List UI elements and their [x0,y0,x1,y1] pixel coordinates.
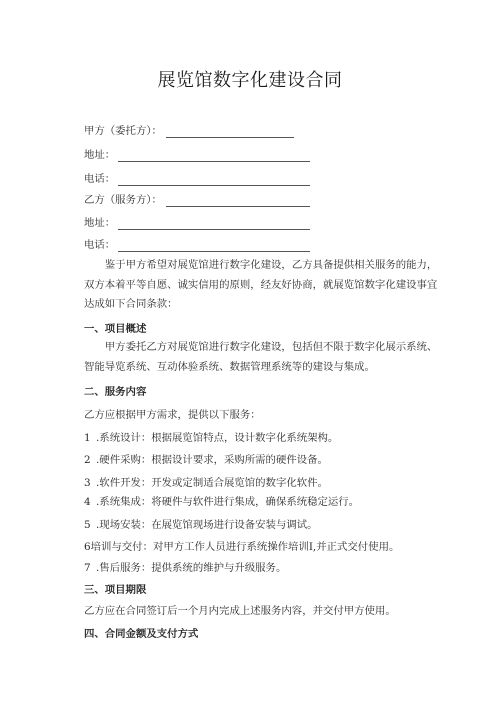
service-item [84,453,328,467]
party-b-phone-blank[interactable] [118,251,310,252]
section-3-heading: 三、项目期限 [84,584,147,596]
service-item-number: 1 [84,432,91,444]
party-a-phone-line [84,172,115,186]
section-2-heading: 二、服务内容 [84,386,147,398]
party-b-phone-label: 电话： [84,239,116,251]
service-item-text: 培训与交付：对甲方工作人员进行系统操作培训I,并正式交付使用。 [90,541,400,553]
party-b-line [84,193,162,207]
party-b-label: 乙方（服务方）： [84,194,162,206]
service-item-text: .系统设计：根据展览馆特点，设计数字化系统架构。 [96,432,339,444]
service-item-text: .系统集成：将硬件与软件进行集成，确保系统稳定运行。 [96,496,360,508]
contract-title: 展览馆数字化建设合同 [157,70,343,91]
service-item-number: 6 [84,541,91,553]
party-a-phone-label: 电话： [84,173,116,185]
service-item-number: 7 [84,562,91,574]
service-item-number: 2 [84,454,91,466]
party-a-line [84,124,162,138]
party-b-phone-line [84,238,115,252]
service-item [84,518,318,532]
party-a-phone-blank[interactable] [118,185,310,186]
section-2-intro: 乙方应根据甲方需求，提供以下服务： [84,409,261,421]
service-item-text: .软件开发：开发或定制适合展览馆的数字化软件。 [96,477,328,489]
party-a-address-label: 地址： [84,149,116,161]
service-item-text: .售后服务：提供系统的维护与升级服务。 [96,562,287,574]
service-item-number: 3 [84,477,91,489]
party-b-address-blank[interactable] [118,229,310,230]
section-3-body: 乙方应在合同签订后一个月内完成上述服务内容，并交付甲方使用。 [84,605,396,617]
party-a-address-line [84,148,115,162]
service-item-text: .硬件采购：根据设计要求，采购所需的硬件设备。 [96,454,328,466]
party-a-label: 甲方（委托方）： [84,125,162,137]
party-b-address-label: 地址： [84,217,116,229]
service-item-number: 5 [84,519,91,531]
service-item [84,561,286,575]
service-item [84,476,328,490]
service-item [84,495,359,509]
party-a-blank[interactable] [166,137,294,138]
party-a-address-blank[interactable] [118,161,310,162]
section-1-heading: 一、项目概述 [84,323,147,335]
intro-paragraph: 鉴于甲方希望对展览馆进行数字化建设，乙方具备提供相关服务的能力，双方本着平等自愿、诚实信用的原则，经友好协商，就展览馆数字化建设事宜达成如下合同条款： [84,259,438,310]
section-1-body: 甲方委托乙方对展览馆进行数字化建设，包括但不限于数字化展示系统、智能导览系统、互动体验系统、数据管理系统等的建设与集成。 [84,341,438,373]
service-item [84,540,399,554]
section-4-heading: 四、合同金额及支付方式 [84,628,199,640]
party-b-address-line [84,216,115,230]
service-item [84,431,338,445]
service-item-number: 4 [84,496,91,508]
service-item-text: .现场安装：在展览馆现场进行设备安装与调试。 [96,519,318,531]
party-b-blank[interactable] [166,206,310,207]
